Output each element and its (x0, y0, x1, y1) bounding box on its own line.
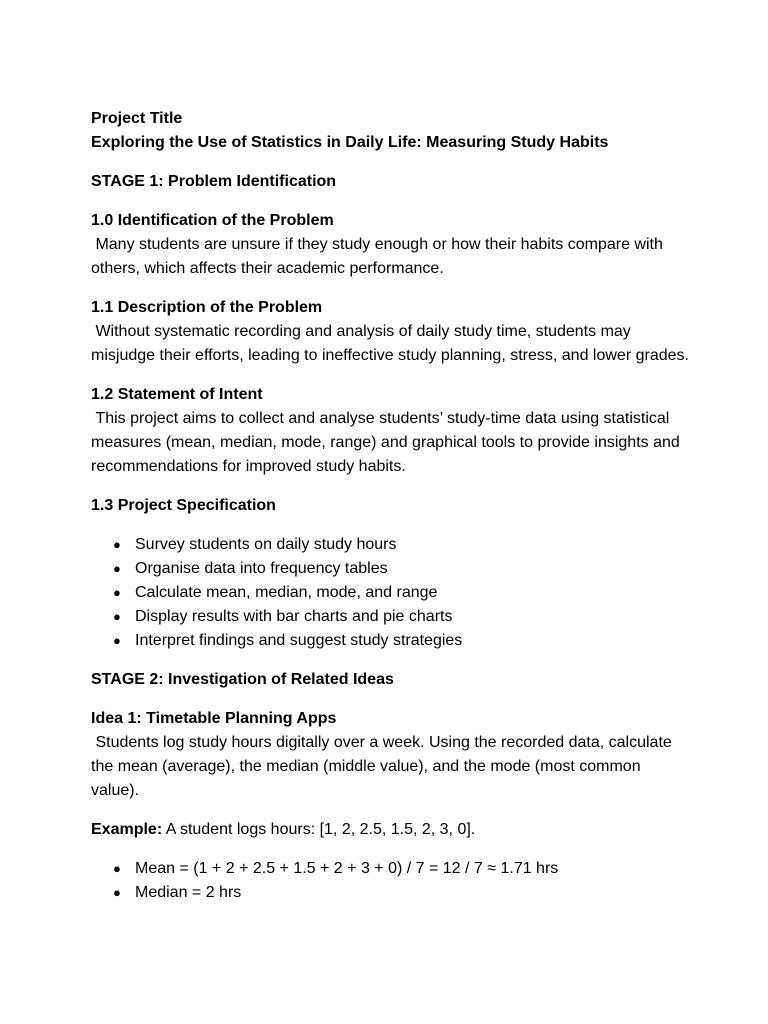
stage1-heading: STAGE 1: Problem Identification (91, 173, 337, 190)
section-1-1-heading: 1.1 Description of the Problem (91, 299, 323, 316)
list-item: ● Survey students on daily study hours (91, 533, 691, 557)
bullet-icon: ● (113, 633, 121, 648)
section-1-0-text: Many students are unsure if they study enough or how their habits compare with others, which affects their academic performance. (91, 236, 668, 277)
bullet-icon: ● (113, 537, 121, 552)
project-title-label: Project Title (91, 110, 183, 127)
list-item: ● Calculate mean, median, mode, and range (91, 581, 691, 605)
bullet-icon: ● (113, 585, 121, 600)
example-text: A student logs hours: [1, 2, 2.5, 1.5, 2, 3, 0]. (162, 821, 476, 838)
list-item: ● Mean = (1 + 2 + 2.5 + 1.5 + 2 + 3 + 0) / 7 = 12 / 7 ≈ 1.71 hrs (91, 857, 691, 881)
list-item: ● Median = 2 hrs (91, 881, 691, 905)
project-title: Exploring the Use of Statistics in Daily Life: Measuring Study Habits (91, 134, 609, 151)
section-1-1-text: Without systematic recording and analysis of daily study time, students may misjudge their efforts, leading to ineffective study planning, stress, and lower grades. (91, 323, 689, 364)
section-1-2-text: This project aims to collect and analyse students’ study-time data using statistical measures (mean, median, mode, range) and graphical tools to provide insights and recommendations for improved study habits. (91, 410, 685, 475)
section-1-2-heading: 1.2 Statement of Intent (91, 386, 263, 403)
bullet-icon: ● (113, 861, 121, 876)
calculation-list (91, 857, 691, 905)
stage2-heading: STAGE 2: Investigation of Related Ideas (91, 671, 394, 688)
specification-list (91, 533, 691, 653)
example-line (91, 818, 691, 842)
bullet-icon: ● (113, 561, 121, 576)
section-1-0-heading: 1.0 Identification of the Problem (91, 212, 334, 229)
idea-1-text: Students log study hours digitally over a week. Using the recorded data, calculate the mean (average), the median (middle value), and the mode (most common value). (91, 734, 677, 799)
example-label: Example: (91, 821, 163, 838)
idea-1-heading: Idea 1: Timetable Planning Apps (91, 710, 337, 727)
list-item: ● Interpret findings and suggest study strategies (91, 629, 691, 653)
document-page (91, 107, 691, 905)
list-item: ● Organise data into frequency tables (91, 557, 691, 581)
bullet-icon: ● (113, 885, 121, 900)
bullet-icon: ● (113, 609, 121, 624)
section-1-3-heading: 1.3 Project Specification (91, 497, 276, 514)
list-item: ● Display results with bar charts and pie charts (91, 605, 691, 629)
